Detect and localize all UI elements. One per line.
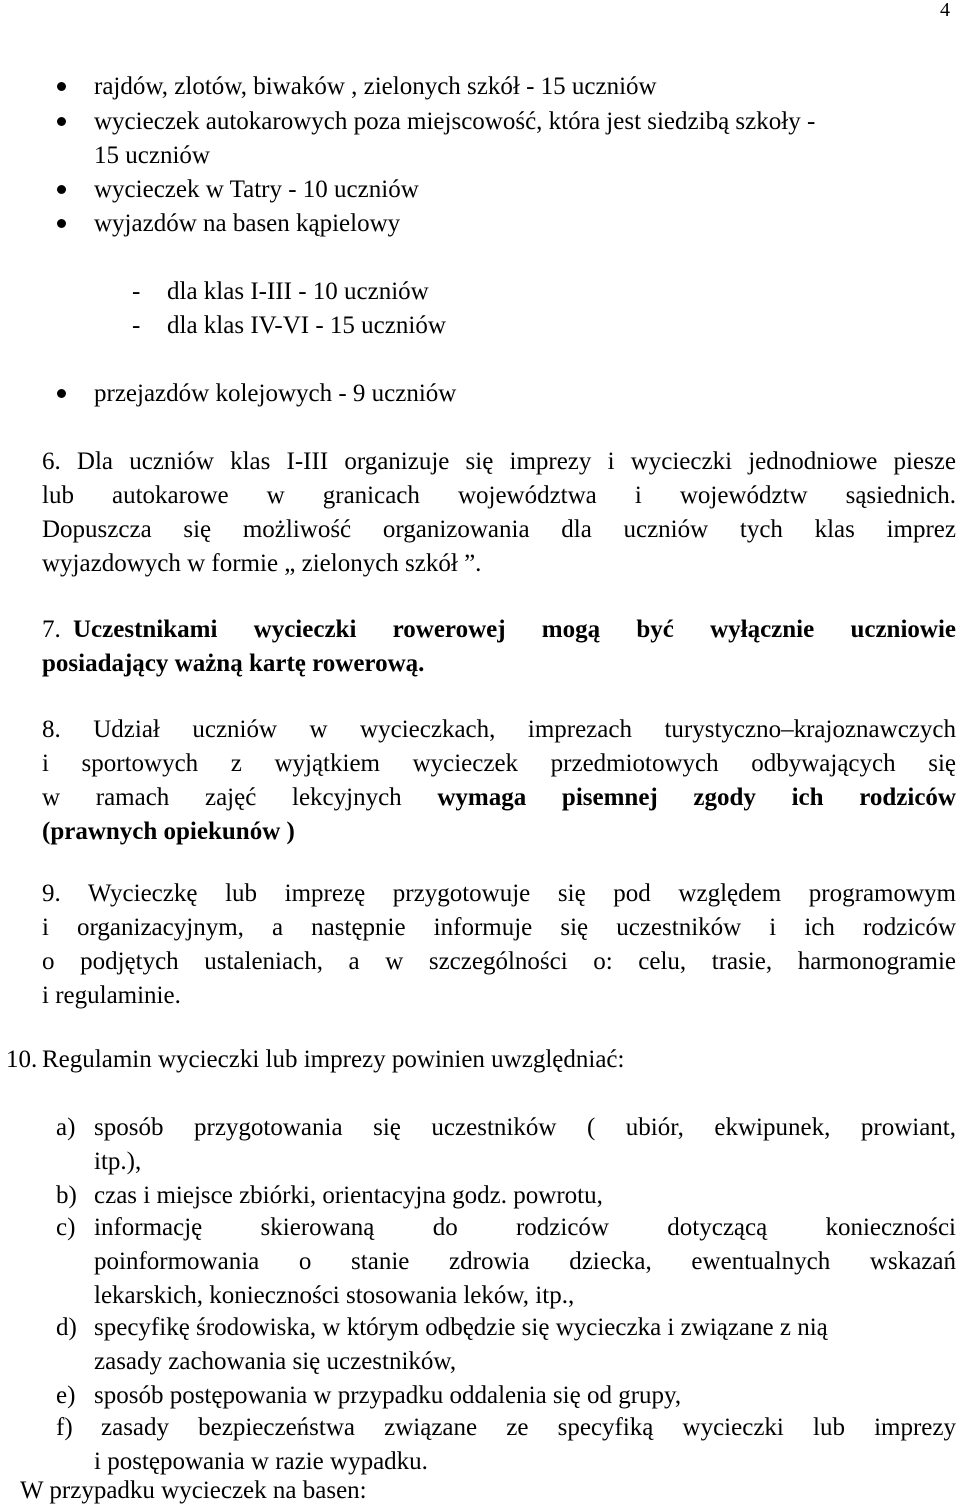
list-item-continuation: zasady zachowania się uczestników, [94,1348,457,1375]
text-line-bold: posiadający ważną kartę rowerową. [42,650,425,677]
letter-label: c) [56,1214,76,1241]
list-item: wycieczek autokarowych poza miejscowość, która jest siedzibą szkoły - [94,108,816,135]
list-item-continuation: lekarskich, konieczności stosowania leków, itp., [94,1282,575,1309]
list-item-continuation: 15 uczniów [94,142,210,169]
letter-label: b) [56,1182,77,1209]
text-line: i organizacyjnym, a następnie informuje się uczestników i ich rodziców [42,914,956,941]
list-item: sposób przygotowania się uczestników ( ubiór, ekwipunek, prowiant, [94,1114,956,1141]
text-line-bold: Uczestnikami wycieczki rowerowej mogą być wyłącznie uczniowie [73,616,956,643]
letter-label: f) [56,1414,73,1441]
bullet-icon [57,185,66,194]
text-line-bold: (prawnych opiekunów ) [42,818,295,845]
letter-label: d) [56,1314,77,1341]
text-line: lub autokarowe w granicach województwa i województw sąsiednich. [42,482,956,509]
dash-marker: - [132,312,141,339]
text-line: i sportowych z wyjątkiem wycieczek przedmiotowych odbywających się [42,750,956,777]
text-line: Dopuszcza się możliwość organizowania dla uczniów tych klas imprez [42,516,956,543]
text-line: Regulamin wycieczki lub imprezy powinien uwzględniać: [42,1046,625,1073]
sub-list-item: dla klas IV-VI - 15 uczniów [167,312,446,339]
list-item: sposób postępowania w przypadku oddalenia się od grupy, [94,1382,682,1409]
text-line: o podjętych ustaleniach, a w szczególności o: celu, trasie, harmonogramie [42,948,956,975]
text-line: wyjazdowych w formie „ zielonych szkół ”. [42,550,482,577]
list-item: czas i miejsce zbiórki, orientacyjna godz. powrotu, [94,1182,603,1209]
text-line: i regulaminie. [42,982,181,1009]
final-line: W przypadku wycieczek na basen: [20,1477,367,1504]
list-item-continuation: i postępowania w razie wypadku. [94,1448,428,1475]
list-item: informację skierowaną do rodziców dotyczącą konieczności [94,1214,956,1241]
letter-label: a) [56,1114,76,1141]
list-item: zasady bezpieczeństwa związane ze specyfiką wycieczki lub imprezy [101,1414,956,1441]
list-item: rajdów, zlotów, biwaków , zielonych szkół - 15 uczniów [94,73,657,100]
item-number: 7. [42,616,61,643]
text-line-mixed [42,781,956,815]
list-item-continuation: itp.), [94,1148,142,1175]
text-plain: w ramach zajęć lekcyjnych [42,784,438,811]
list-item-continuation: poinformowania o stanie zdrowia dziecka, ewentualnych wskazań [94,1248,956,1275]
list-item: specyfikę środowiska, w którym odbędzie się wycieczka i związane z nią [94,1314,828,1341]
text-line: 9. Wycieczkę lub imprezę przygotowuje się pod względem programowym [42,880,956,907]
item-number: 10. [6,1046,38,1073]
dash-marker: - [132,278,141,305]
list-item: przejazdów kolejowych - 9 uczniów [94,380,457,407]
sub-list-item: dla klas I-III - 10 uczniów [167,278,429,305]
page-number: 4 [940,0,950,21]
text-line: 8. Udział uczniów w wycieczkach, imprezach turystyczno–krajoznawczych [42,716,956,743]
letter-label: e) [56,1382,76,1409]
text-bold: wymaga pisemnej zgody ich rodziców [437,784,956,811]
bullet-icon [57,389,66,398]
text-line: 6. Dla uczniów klas I-III organizuje się imprezy i wycieczki jednodniowe piesze [42,448,956,475]
bullet-icon [57,82,66,91]
bullet-icon [57,117,66,126]
bullet-icon [57,219,66,228]
list-item: wycieczek w Tatry - 10 uczniów [94,176,419,203]
list-item: wyjazdów na basen kąpielowy [94,210,401,237]
